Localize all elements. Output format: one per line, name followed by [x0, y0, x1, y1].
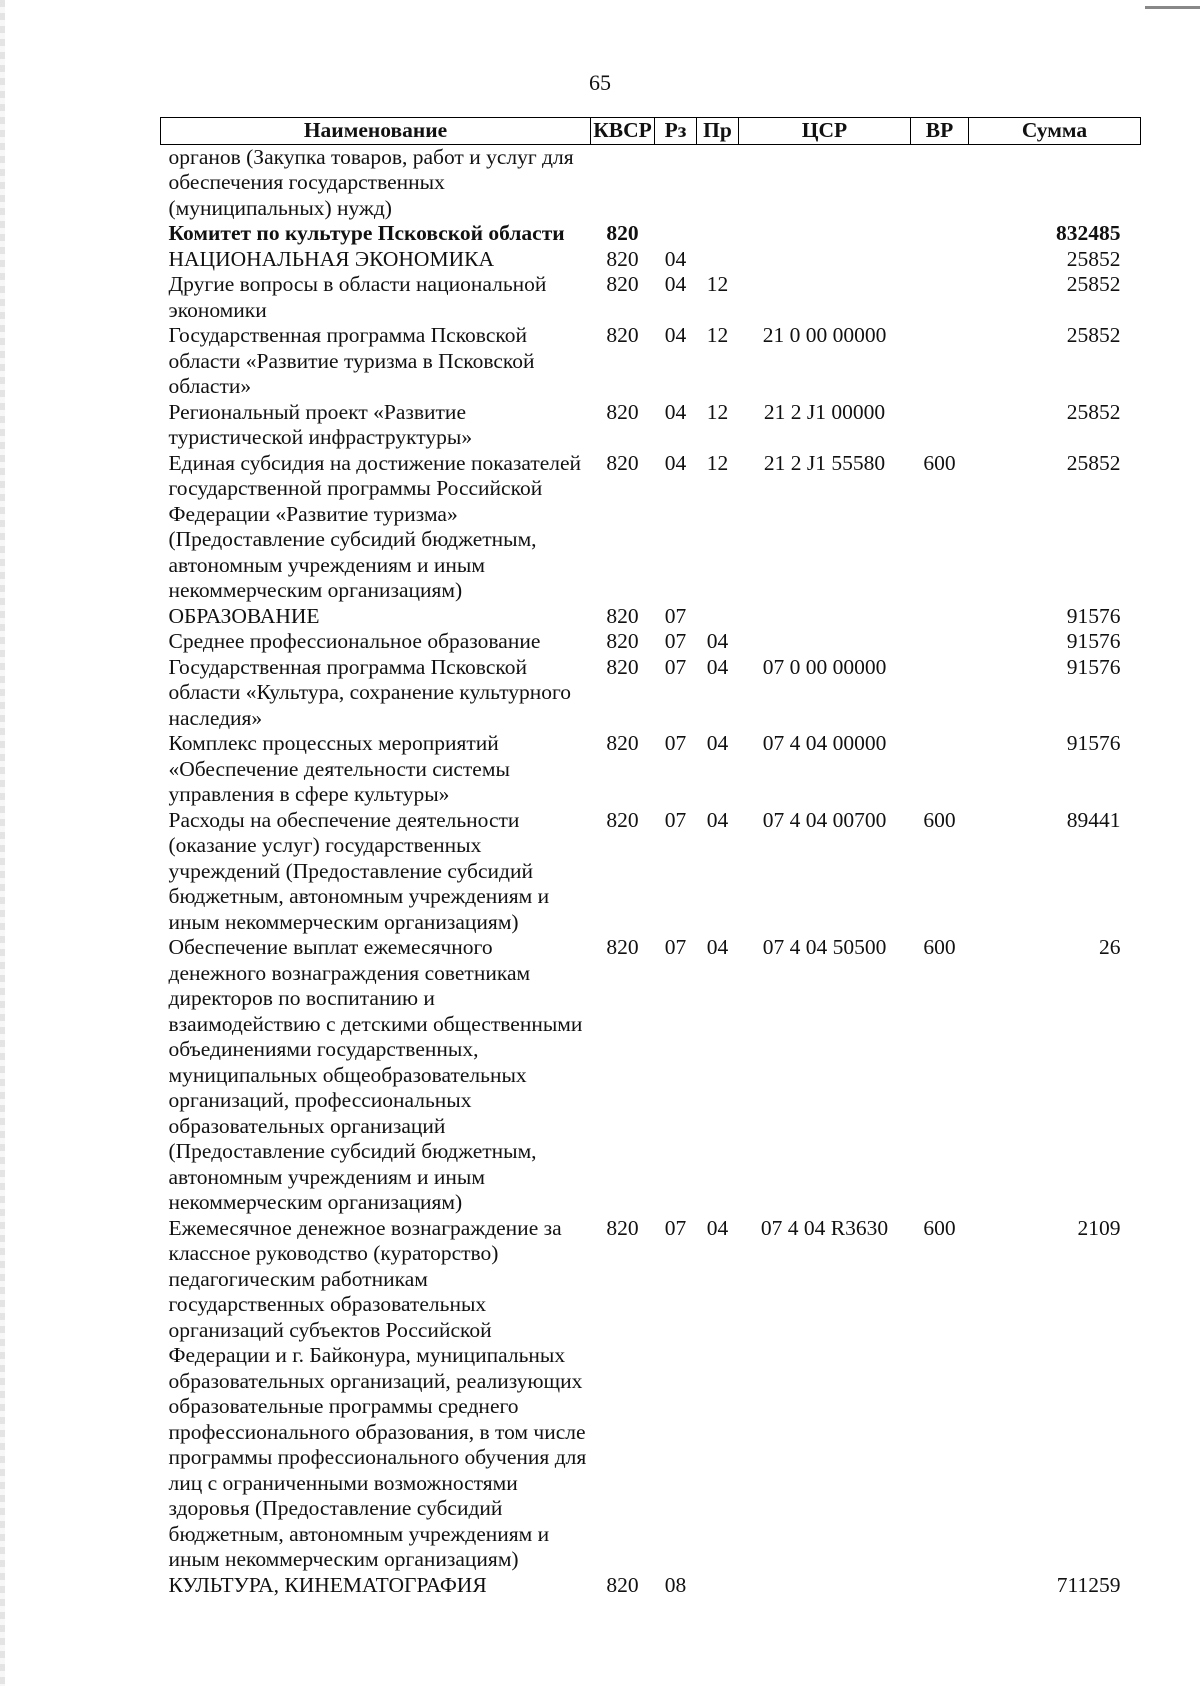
cell-rz: 07 — [664, 629, 687, 653]
cell-csr: 07 4 04 50500 — [762, 935, 887, 959]
table-row — [161, 1573, 1141, 1599]
cell-kvsr: 820 — [606, 629, 639, 653]
cell-csr: 07 4 04 00700 — [762, 807, 887, 832]
cell-kvsr: 820 — [606, 246, 639, 271]
cell-name: Единая субсидия на достижение показателей государственной программы Российской Федерации «Развитие туризма» (Предоставление субсидий бюджетным, автономным учреждениям и иным некоммерческим организациям) — [168, 450, 582, 602]
cell-name: НАЦИОНАЛЬНАЯ ЭКОНОМИКА — [168, 246, 494, 271]
cell-sum: 25852 — [1066, 246, 1121, 271]
cell-vr — [911, 629, 969, 655]
cell-kvsr: 820 — [606, 603, 639, 628]
cell-vr — [911, 655, 969, 732]
cell-rz: 08 — [664, 1572, 687, 1597]
cell-vr: 600 — [923, 1215, 956, 1240]
cell-rz: 07 — [664, 731, 687, 755]
cell-sum: 25852 — [1066, 450, 1121, 475]
cell-pr — [697, 604, 739, 630]
cell-kvsr: 820 — [606, 323, 639, 347]
cell-csr — [739, 144, 911, 221]
cell-vr: 600 — [923, 807, 956, 832]
cell-vr — [911, 272, 969, 323]
cell-vr — [911, 604, 969, 630]
cell-vr — [911, 221, 969, 247]
table-row — [161, 1216, 1141, 1573]
page-number: 65 — [589, 70, 611, 95]
cell-csr: 21 2 J1 55580 — [763, 450, 886, 475]
cell-pr: 04 — [706, 807, 729, 832]
cell-rz: 07 — [664, 654, 687, 679]
cell-rz: 07 — [664, 807, 687, 832]
table-header-row — [161, 118, 1141, 145]
cell-csr — [739, 1573, 911, 1599]
cell-kvsr: 820 — [606, 654, 639, 679]
cell-kvsr: 820 — [606, 1572, 639, 1597]
table-row — [161, 731, 1141, 808]
cell-vr — [911, 144, 969, 221]
cell-sum: 91576 — [1066, 603, 1121, 628]
cell-kvsr: 820 — [606, 935, 639, 959]
table-row — [161, 247, 1141, 273]
table-row — [161, 604, 1141, 630]
cell-sum: 91576 — [1066, 629, 1121, 653]
cell-sum: 91576 — [1066, 731, 1121, 755]
table-row — [161, 629, 1141, 655]
cell-sum: 89441 — [1066, 807, 1121, 832]
header-csr: ЦСР — [739, 118, 911, 145]
table-body — [161, 144, 1141, 1598]
budget-table — [160, 117, 1141, 1598]
cell-csr — [739, 604, 911, 630]
cell-vr — [911, 323, 969, 400]
cell-rz: 07 — [664, 935, 687, 959]
cell-kvsr: 820 — [606, 272, 639, 296]
cell-rz: 04 — [664, 399, 687, 424]
cell-rz: 07 — [664, 603, 687, 628]
cell-vr — [911, 247, 969, 273]
cell-pr: 12 — [706, 450, 729, 475]
cell-rz — [655, 221, 697, 247]
cell-name: органов (Закупка товаров, работ и услуг для обеспечения государственных (муниципальных) нужд) — [168, 144, 574, 220]
cell-name: Региональный проект «Развитие туристической инфраструктуры» — [168, 399, 473, 449]
cell-sum: 91576 — [1066, 654, 1121, 679]
cell-kvsr: 820 — [606, 450, 639, 475]
cell-vr — [911, 731, 969, 808]
cell-name: Государственная программа Псковской области «Развитие туризма в Псковской области» — [168, 323, 535, 398]
table-row — [161, 808, 1141, 936]
cell-pr: 12 — [706, 323, 729, 347]
cell-pr: 12 — [706, 272, 729, 296]
header-kvsr: КВСР — [591, 118, 655, 145]
table-row — [161, 323, 1141, 400]
cell-name: КУЛЬТУРА, КИНЕМАТОГРАФИЯ — [168, 1572, 487, 1597]
cell-csr: 07 4 04 R3630 — [760, 1215, 889, 1240]
cell-csr — [739, 272, 911, 323]
cell-name: Обеспечение выплат ежемесячного денежного вознаграждения советникам директоров по воспитанию и взаимодействию с детскими общественными объединениями государственных, муниципальных общеобразовательных организаций, профессиональных образовательных организаций (Предоставление субсидий бюджетным, автономным учреждениям и иным некоммерческим организациям) — [168, 935, 583, 1214]
cell-name: Комплекс процессных мероприятий «Обеспечение деятельности системы управления в сфере культуры» — [168, 731, 510, 806]
cell-name: Другие вопросы в области национальной экономики — [168, 272, 547, 322]
cell-name: Ежемесячное денежное вознаграждение за классное руководство (кураторство) педагогическим работникам государственных образовательных организаций субъектов Российской Федерации и г. Байконура, муниципальных образовательных организаций, реализующих образовательные программы среднего профессионального образования, в том числе программы профессионального обучения для лиц с ограниченными возможностями здоровья (Предоставление субсидий бюджетным, автономным учреждениям и иным некоммерческим организациям) — [168, 1215, 587, 1571]
cell-kvsr: 820 — [606, 807, 639, 832]
header-pr: Пр — [697, 118, 739, 145]
table-row — [161, 221, 1141, 247]
cell-pr: 04 — [706, 1215, 729, 1240]
table-row — [161, 451, 1141, 604]
header-sum: Сумма — [969, 118, 1141, 145]
cell-vr: 600 — [923, 450, 956, 475]
table-row — [161, 655, 1141, 732]
cell-sum: 25852 — [1066, 323, 1121, 347]
cell-csr — [739, 629, 911, 655]
cell-name: Среднее профессиональное образование — [168, 629, 541, 653]
cell-sum: 832485 — [1056, 221, 1121, 245]
table-row — [161, 935, 1141, 1216]
cell-pr — [697, 144, 739, 221]
cell-rz: 04 — [664, 246, 687, 271]
cell-vr: 600 — [923, 935, 956, 959]
cell-vr — [911, 400, 969, 451]
cell-rz: 04 — [664, 450, 687, 475]
cell-pr — [697, 247, 739, 273]
table-row — [161, 272, 1141, 323]
cell-csr — [739, 247, 911, 273]
cell-rz: 04 — [664, 323, 687, 347]
cell-kvsr: 820 — [606, 1215, 639, 1240]
cell-vr — [911, 1573, 969, 1599]
cell-rz — [655, 144, 697, 221]
scan-corner-mark — [1145, 6, 1200, 9]
cell-pr — [697, 221, 739, 247]
cell-sum: 25852 — [1066, 399, 1121, 424]
cell-csr: 07 4 04 00000 — [762, 731, 887, 755]
cell-name: ОБРАЗОВАНИЕ — [168, 603, 320, 628]
cell-kvsr: 820 — [606, 731, 639, 755]
cell-pr: 04 — [706, 654, 729, 679]
cell-sum: 26 — [1099, 935, 1121, 959]
cell-sum: 711259 — [1056, 1572, 1121, 1597]
scan-edge — [0, 0, 5, 1686]
cell-name: Государственная программа Псковской области «Культура, сохранение культурного наследия» — [168, 654, 571, 730]
table-row — [161, 400, 1141, 451]
cell-rz: 07 — [664, 1215, 687, 1240]
cell-kvsr: 820 — [606, 221, 639, 245]
cell-sum: 2109 — [1077, 1215, 1121, 1240]
cell-csr — [739, 221, 911, 247]
header-name: Наименование — [161, 118, 591, 145]
cell-pr — [697, 1573, 739, 1599]
cell-csr: 21 2 J1 00000 — [763, 399, 886, 424]
cell-csr: 21 0 00 00000 — [762, 323, 887, 347]
cell-sum: 25852 — [1066, 272, 1121, 296]
cell-rz: 04 — [664, 272, 687, 296]
cell-kvsr — [591, 144, 655, 221]
cell-sum — [969, 144, 1141, 221]
cell-csr: 07 0 00 00000 — [762, 654, 887, 679]
header-rz: Рз — [655, 118, 697, 145]
header-vr: ВР — [911, 118, 969, 145]
cell-kvsr: 820 — [606, 399, 639, 424]
cell-pr: 12 — [706, 399, 729, 424]
cell-pr: 04 — [706, 629, 729, 653]
cell-pr: 04 — [706, 935, 729, 959]
cell-name: Расходы на обеспечение деятельности (оказание услуг) государственных учреждений (Предоставление субсидий бюджетным, автономным учреждениям и иным некоммерческим организациям) — [168, 807, 550, 934]
cell-pr: 04 — [706, 731, 729, 755]
table-row — [161, 144, 1141, 221]
cell-name: Комитет по культуре Псковской области — [168, 221, 565, 245]
